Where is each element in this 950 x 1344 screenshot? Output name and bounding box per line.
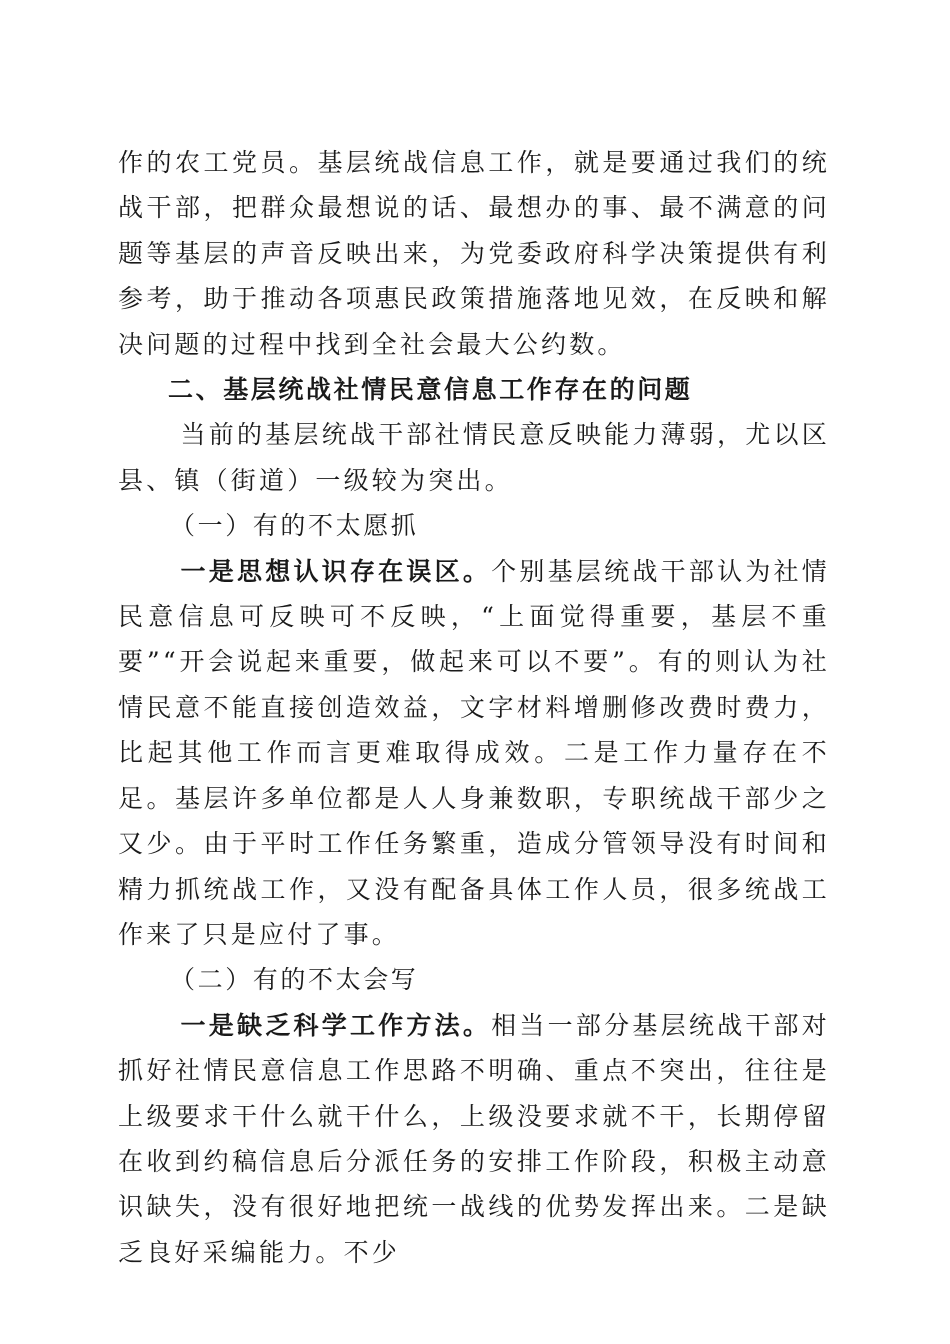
paragraph-unwilling: [118, 549, 830, 958]
paragraph-lead: 一是缺乏科学工作方法。: [180, 1010, 492, 1040]
paragraph-intro: 当前的基层统战干部社情民意反映能力薄弱，尤以区县、镇（街道）一级较为突出。: [118, 420, 830, 495]
paragraph-lead: 一是思想认识存在误区。: [180, 556, 492, 586]
section-heading-2: 二、基层统战社情民意信息工作存在的问题: [168, 375, 693, 405]
paragraph-body: 相当一部分基层统战干部对抓好社情民意信息工作思路不明确、重点不突出，往往是上级要求干什么就干什么，上级没要求就不干，长期停留在收到约稿信息后分派任务的安排工作阶段，积极主动意识缺失，没有很好地把统一战线的优势发挥出来。二是缺乏良好采编能力。不少: [118, 1010, 831, 1267]
subheading-1: （一）有的不太愿抓: [170, 511, 419, 541]
paragraph-continued: 作的农工党员。基层统战信息工作，就是要通过我们的统战干部，把群众最想说的话、最想办的事、最不满意的问题等基层的声音反映出来，为党委政府科学决策提供有利参考，助于推动各项惠民政策措施落地见效，在反映和解决问题的过程中找到全社会最大公约数。: [118, 148, 830, 359]
paragraph-body: 个别基层统战干部认为社情民意信息可反映可不反映，“上面觉得重要，基层不重要”“开会说起来重要，做起来可以不要”。有的则认为社情民意不能直接创造效益，文字材料增删修改费时费力，比起其他工作而言更难取得成效。二是工作力量存在不足。基层许多单位都是人人身兼数职，专职统战干部少之又少。由于平时工作任务繁重，造成分管领导没有时间和精力抓统战工作，又没有配备具体工作人员，很多统战工作来了只是应付了事。: [118, 556, 831, 949]
document-page: [118, 140, 830, 1275]
paragraph-cannot-write: [118, 1003, 830, 1275]
subheading-2: （二）有的不太会写: [170, 965, 419, 995]
